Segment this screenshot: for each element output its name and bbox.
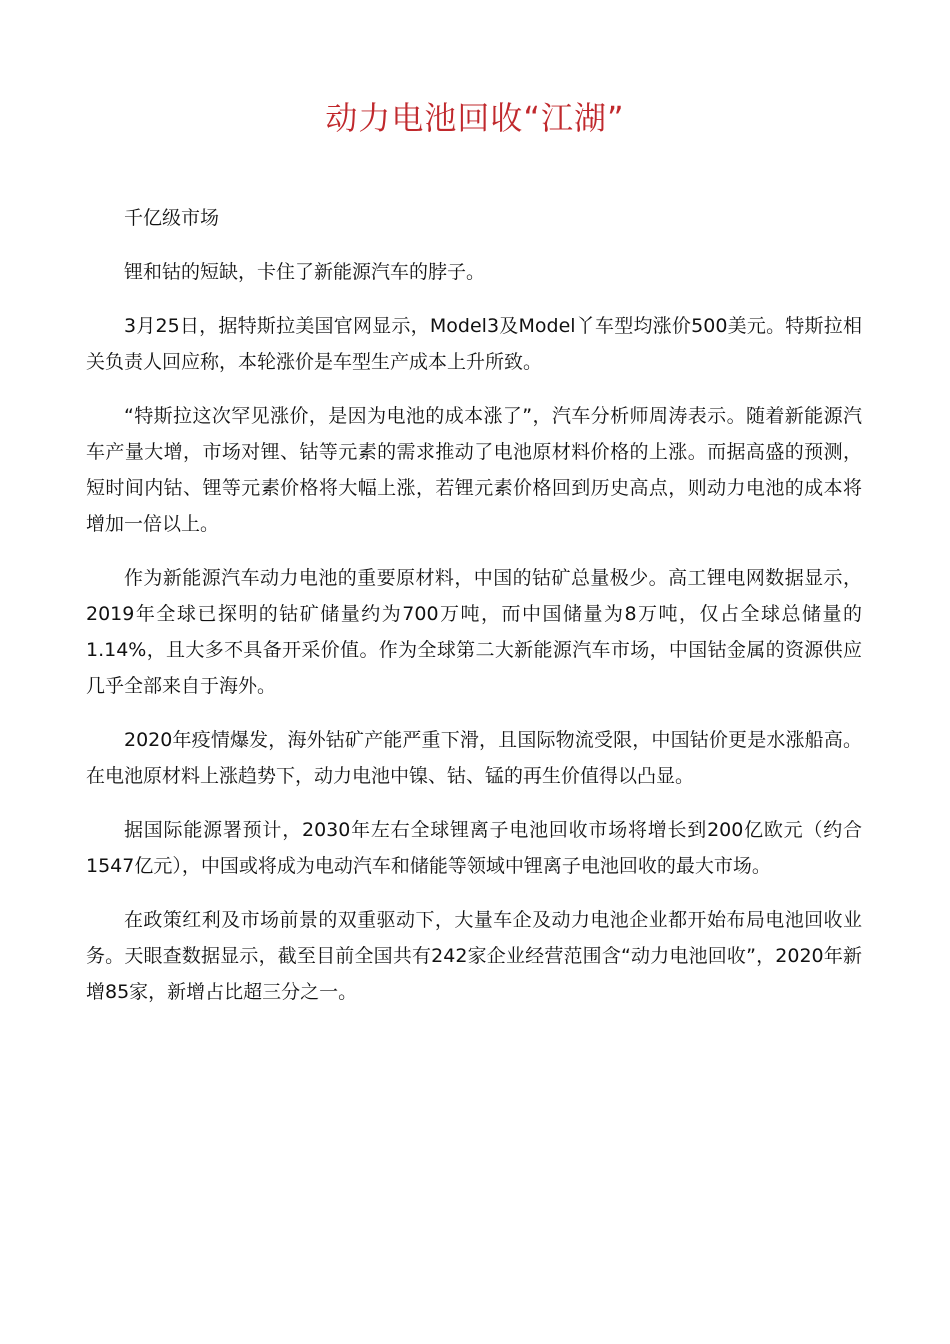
paragraph-6: 据国际能源署预计，2030年左右全球锂离子电池回收市场将增长到200亿欧元（约合1547亿元），中国或将成为电动汽车和储能等领域中锂离子电池回收的最大市场。	[86, 819, 862, 877]
paragraph-2: 3月25日，据特斯拉美国官网显示，Model3及Model丫车型均涨价500美元。特斯拉相关负责人回应称，本轮涨价是车型生产成本上升所致。	[86, 315, 862, 373]
paragraph-4: 作为新能源汽车动力电池的重要原材料，中国的钴矿总量极少。高工锂电网数据显示，2019年全球已探明的钴矿储量约为700万吨，而中国储量为8万吨，仅占全球总储量的1.14%，且大多不具备开采价值。作为全球第二大新能源汽车市场，中国钴金属的资源供应几乎全部来自于海外。	[86, 567, 862, 697]
page-title: 动力电池回收“江湖”	[325, 99, 625, 137]
paragraph-1: 锂和钴的短缺，卡住了新能源汽车的脖子。	[124, 261, 486, 283]
article-body	[86, 200, 862, 1028]
section-heading: 千亿级市场	[124, 207, 220, 229]
paragraph-5: 2020年疫情爆发，海外钴矿产能严重下滑，且国际物流受限，中国钴价更是水涨船高。在电池原材料上涨趋势下，动力电池中镍、钴、锰的再生价值得以凸显。	[86, 729, 862, 787]
paragraph-7: 在政策红利及市场前景的双重驱动下，大量车企及动力电池企业都开始布局电池回收业务。天眼查数据显示，截至目前全国共有242家企业经营范围含“动力电池回收”，2020年新增85家，新增占比超三分之一。	[86, 909, 862, 1003]
paragraph-3: “特斯拉这次罕见涨价，是因为电池的成本涨了”，汽车分析师周涛表示。随着新能源汽车产量大增，市场对锂、钴等元素的需求推动了电池原材料价格的上涨。而据高盛的预测，短时间内钴、锂等元素价格将大幅上涨，若锂元素价格回到历史高点，则动力电池的成本将增加一倍以上。	[86, 405, 862, 535]
